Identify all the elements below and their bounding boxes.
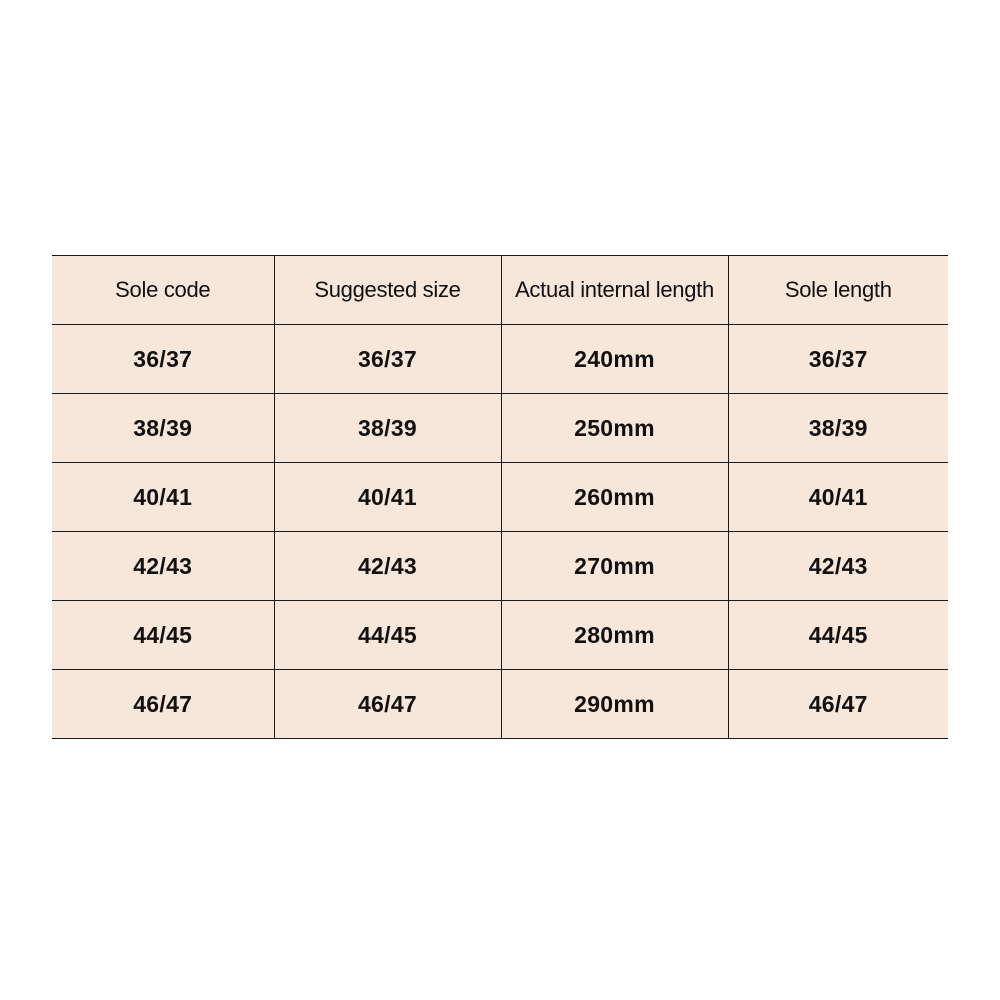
cell-suggested-size: 38/39	[274, 394, 501, 463]
cell-sole-code: 42/43	[52, 532, 274, 601]
cell-sole-length: 36/37	[728, 325, 948, 394]
table-row	[52, 532, 948, 601]
size-chart-table	[52, 255, 948, 739]
cell-suggested-size: 44/45	[274, 601, 501, 670]
cell-actual-internal-length: 260mm	[501, 463, 728, 532]
cell-sole-length: 46/47	[728, 670, 948, 739]
table-row	[52, 463, 948, 532]
table-row	[52, 325, 948, 394]
cell-sole-code: 36/37	[52, 325, 274, 394]
cell-suggested-size: 46/47	[274, 670, 501, 739]
table-row	[52, 394, 948, 463]
header-suggested-size: Suggested size	[274, 256, 501, 325]
cell-suggested-size: 36/37	[274, 325, 501, 394]
cell-sole-length: 40/41	[728, 463, 948, 532]
cell-actual-internal-length: 240mm	[501, 325, 728, 394]
cell-sole-length: 42/43	[728, 532, 948, 601]
cell-sole-code: 44/45	[52, 601, 274, 670]
cell-actual-internal-length: 270mm	[501, 532, 728, 601]
cell-actual-internal-length: 250mm	[501, 394, 728, 463]
cell-actual-internal-length: 290mm	[501, 670, 728, 739]
cell-suggested-size: 42/43	[274, 532, 501, 601]
cell-sole-length: 38/39	[728, 394, 948, 463]
table-row	[52, 670, 948, 739]
cell-actual-internal-length: 280mm	[501, 601, 728, 670]
header-sole-length: Sole length	[728, 256, 948, 325]
cell-sole-code: 38/39	[52, 394, 274, 463]
header-sole-code: Sole code	[52, 256, 274, 325]
cell-suggested-size: 40/41	[274, 463, 501, 532]
header-actual-internal-length: Actual internal length	[501, 256, 728, 325]
cell-sole-length: 44/45	[728, 601, 948, 670]
cell-sole-code: 46/47	[52, 670, 274, 739]
cell-sole-code: 40/41	[52, 463, 274, 532]
table-header-row	[52, 256, 948, 325]
table-row	[52, 601, 948, 670]
